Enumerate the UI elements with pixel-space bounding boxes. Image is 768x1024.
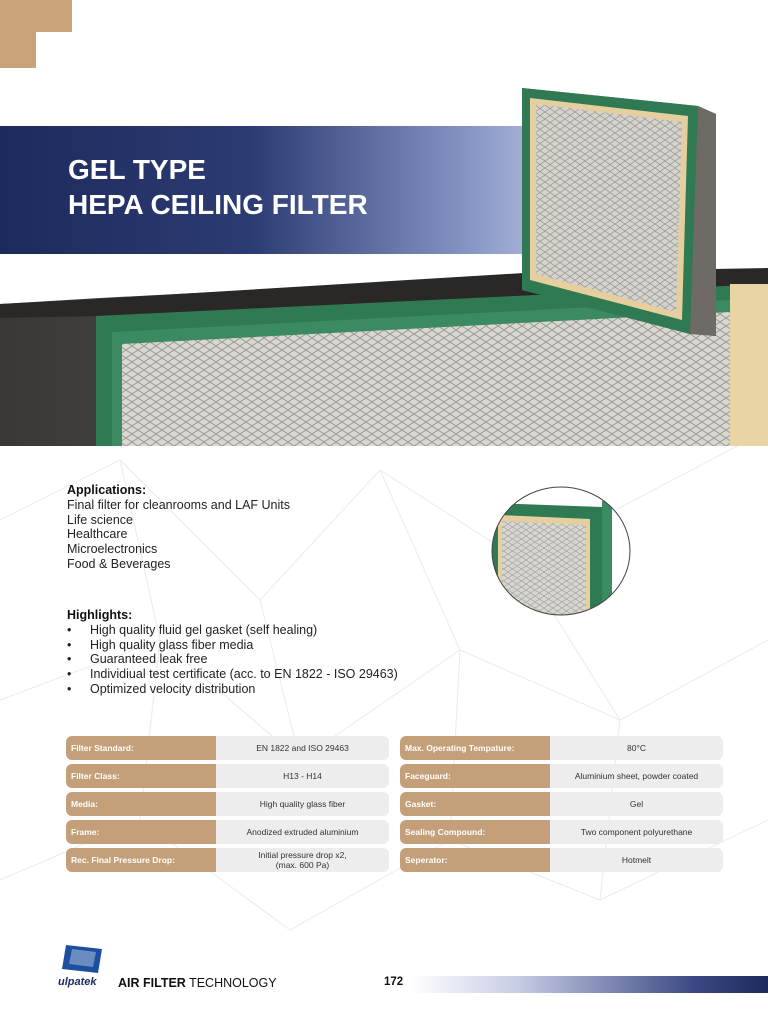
spec-value: EN 1822 and ISO 29463: [216, 736, 389, 760]
spec-row: [66, 764, 389, 788]
footer-brand: [118, 976, 277, 990]
spec-row: [400, 736, 723, 760]
applications-section: [67, 483, 290, 572]
spec-value: [216, 848, 389, 872]
application-item: Life science: [67, 512, 134, 527]
application-item: Final filter for cleanrooms and LAF Units: [67, 497, 291, 512]
spec-row: [400, 764, 723, 788]
filter-product-image: [520, 84, 720, 340]
title-line-1: GEL TYPE: [68, 154, 206, 185]
spec-label: Faceguard:: [400, 764, 550, 788]
spec-label: Max. Operating Tempature:: [400, 736, 550, 760]
ulpatek-logo: [56, 943, 108, 989]
highlights-heading: Highlights:: [67, 608, 133, 622]
corner-accent: [0, 0, 72, 32]
spec-label: Media:: [66, 792, 216, 816]
highlight-item: • Guaranteed leak free: [67, 652, 398, 667]
specs-table-right: [400, 732, 723, 876]
gasket-detail-circle-image: [490, 485, 632, 617]
highlight-item: • Individiual test certificate (acc. to EN 1822 - ISO 29463): [67, 667, 398, 682]
spec-row: [66, 736, 389, 760]
svg-text:ulpatek: ulpatek: [58, 976, 97, 988]
spec-label: Rec. Final Pressure Drop:: [66, 848, 216, 872]
spec-value: 80°C: [550, 736, 723, 760]
spec-value: H13 - H14: [216, 764, 389, 788]
spec-label: Sealing Compound:: [400, 820, 550, 844]
spec-label: Filter Class:: [66, 764, 216, 788]
application-item: Food & Beverages: [67, 556, 171, 571]
application-item: Healthcare: [67, 527, 128, 542]
spec-value: Aluminium sheet, powder coated: [550, 764, 723, 788]
spec-label: Filter Standard:: [66, 736, 216, 760]
spec-row: [66, 792, 389, 816]
title-line-2: HEPA CEILING FILTER: [68, 189, 368, 220]
spec-label: Gasket:: [400, 792, 550, 816]
spec-value-line-2: (max. 600 Pa): [275, 860, 330, 870]
applications-heading: Applications:: [67, 483, 147, 497]
corner-accent-step: [0, 32, 36, 68]
highlight-item: • Optimized velocity distribution: [67, 682, 398, 697]
highlight-item: • High quality glass fiber media: [67, 638, 398, 653]
application-item: Microelectronics: [67, 542, 158, 557]
spec-row: [66, 848, 389, 872]
spec-value: Gel: [550, 792, 723, 816]
spec-row: [400, 792, 723, 816]
specs-table-left: [66, 732, 389, 876]
page-title: [68, 152, 368, 222]
spec-row: [66, 820, 389, 844]
spec-label: Frame:: [66, 820, 216, 844]
spec-value: Hotmelt: [550, 848, 723, 872]
spec-value-line-1: Initial pressure drop x2,: [258, 850, 347, 860]
spec-row: [400, 848, 723, 872]
spec-value: High quality glass fiber: [216, 792, 389, 816]
spec-value: Two component polyurethane: [550, 820, 723, 844]
footer-gradient-bar: [410, 976, 768, 993]
highlight-item: • High quality fluid gel gasket (self healing): [67, 623, 398, 638]
spec-label: Seperator:: [400, 848, 550, 872]
footer-brand-light: TECHNOLOGY: [189, 976, 277, 990]
footer-brand-bold: AIR FILTER: [118, 976, 186, 990]
highlights-section: [67, 608, 398, 697]
page-number: 172: [384, 976, 404, 988]
spec-value: Anodized extruded aluminium: [216, 820, 389, 844]
spec-row: [400, 820, 723, 844]
